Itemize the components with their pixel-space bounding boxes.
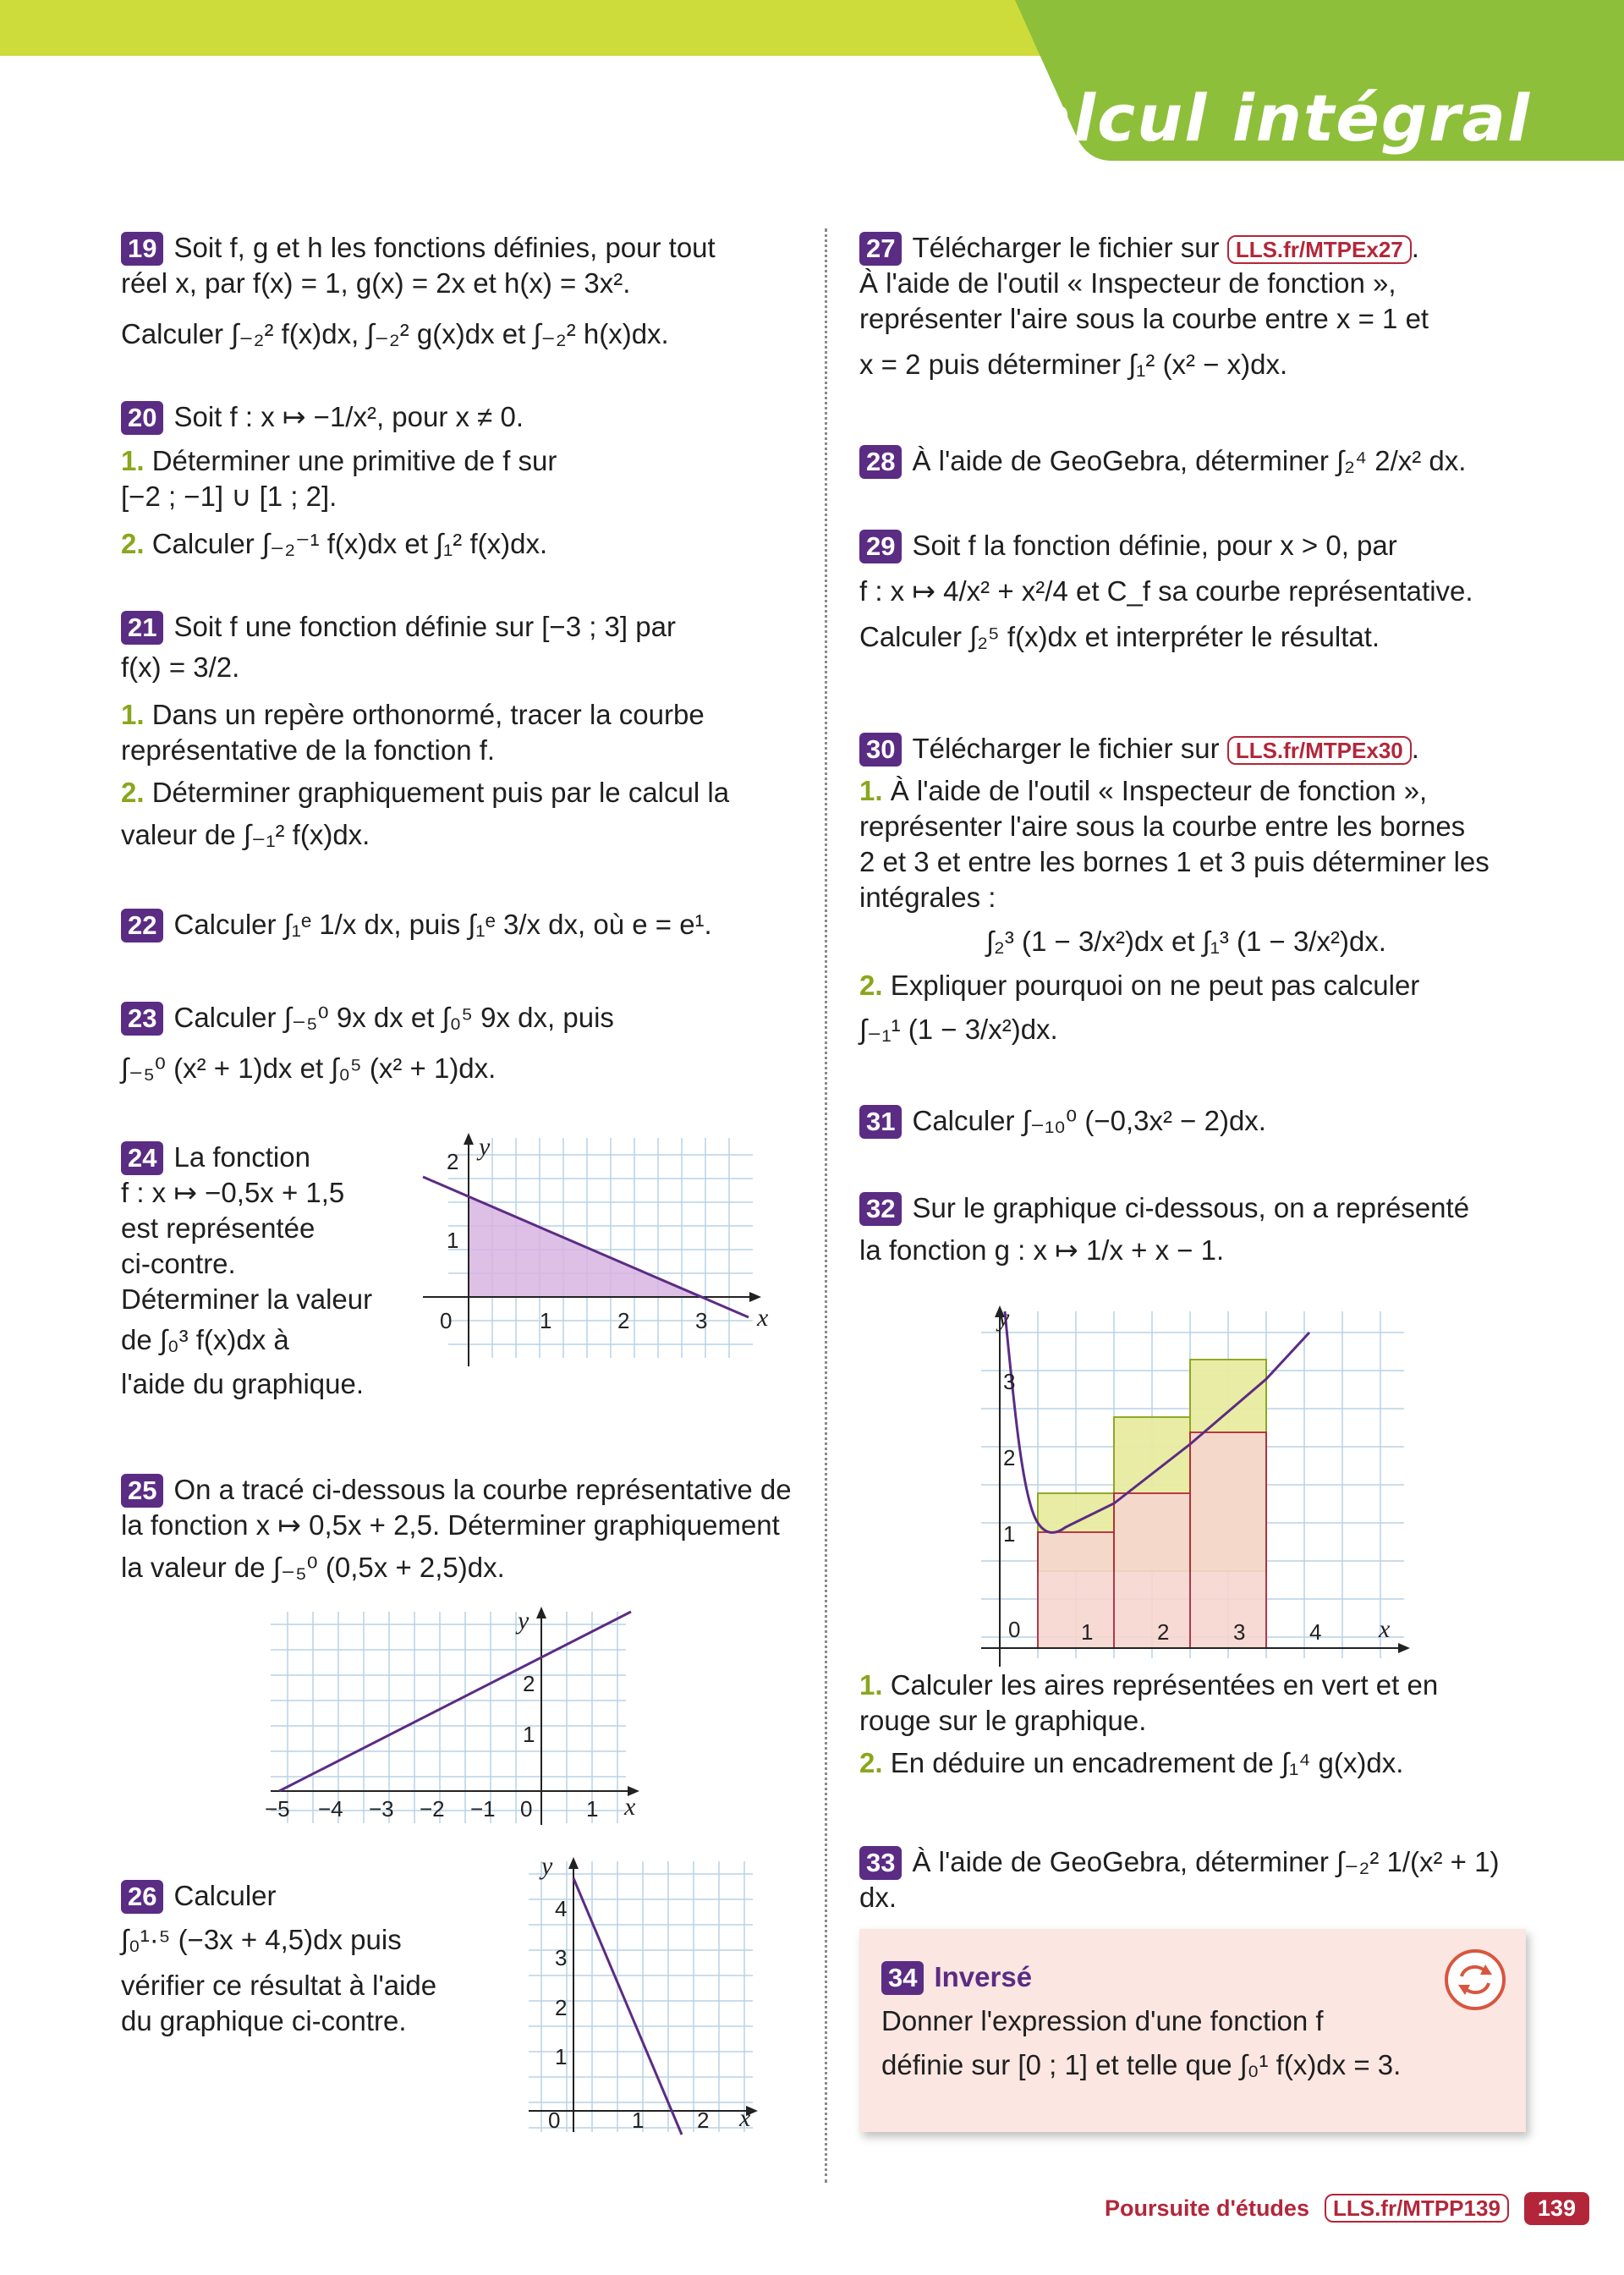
exercise-text: Soit f, g et h les fonctions définies, pour tout xyxy=(173,232,716,263)
exercise-text: définie sur [0 ; 1] et telle que ∫₀¹ f(x)dx = 3. xyxy=(881,2049,1402,2080)
x-tick-0: 0 xyxy=(520,1796,533,1822)
graph-exercise-24 xyxy=(414,1129,787,1379)
exercise-text: À l'aide de l'outil « Inspecteur de fonction », xyxy=(859,267,1396,299)
exercise-text: La fonction xyxy=(173,1141,310,1173)
exercise-text: représentative de la fonction f. xyxy=(121,734,496,766)
exercise-number: 29 xyxy=(859,530,902,563)
exercise-tag: Inversé xyxy=(934,1961,1033,1992)
exercise-text: la valeur de ∫₋₅⁰ (0,5x + 2,5)dx. xyxy=(121,1552,505,1583)
exercise-text: ∫₂³ (1 − 3/x²)dx et ∫₁³ (1 − 3/x²)dx. xyxy=(986,926,1386,957)
exercise-text: Dans un repère orthonormé, tracer la courbe xyxy=(151,699,705,730)
exercise-number: 21 xyxy=(121,611,163,645)
exercise-text: À l'aide de l'outil « Inspecteur de fonction », xyxy=(890,775,1428,806)
red-rect-3 xyxy=(1190,1432,1266,1648)
exercise-text: intégrales : xyxy=(859,882,996,913)
exercise-text: Déterminer une primitive de f sur xyxy=(151,445,557,476)
exercise-text: On a tracé ci-dessous la courbe représentative de xyxy=(173,1474,792,1505)
exercise-text: Calculer ∫₁ᵉ 1/x dx, puis ∫₁ᵉ 3/x dx, où e = e¹. xyxy=(173,909,712,940)
exercise-text: Déterminer graphiquement puis par le calcul la xyxy=(151,777,730,808)
exercise-text: Calculer ∫₋₅⁰ 9x dx et ∫₀⁵ 9x dx, puis xyxy=(173,1002,614,1033)
exercise-number: 23 xyxy=(121,1002,163,1036)
x-tick-1: 1 xyxy=(632,2107,645,2133)
exercise-number: 27 xyxy=(859,232,902,266)
exercise-text: Déterminer la valeur xyxy=(121,1283,373,1315)
function-line xyxy=(573,1878,682,2135)
x-tick-0: 0 xyxy=(548,2107,561,2133)
exercise-number: 24 xyxy=(121,1141,163,1175)
exercise-text: ci-contre. xyxy=(121,1248,236,1279)
exercise-text: rouge sur le graphique. xyxy=(859,1705,1147,1736)
exercise-26 xyxy=(121,1878,476,2039)
y-label: y xyxy=(998,1304,1010,1332)
exercise-text: l'aide du graphique. xyxy=(121,1368,365,1399)
exercise-number: 20 xyxy=(121,401,163,435)
exercise-text: la fonction g : x ↦ 1/x + x − 1. xyxy=(859,1234,1225,1266)
page-number: 139 xyxy=(1524,2192,1589,2225)
x-tick-2: 2 xyxy=(1157,1619,1170,1645)
exercise-text: Soit f la fonction définie, pour x > 0, par xyxy=(912,530,1397,561)
exercise-text: est représentée xyxy=(121,1212,315,1244)
column-divider xyxy=(825,228,827,2183)
y-tick-2: 2 xyxy=(523,1671,535,1696)
x-tick-neg4: −4 xyxy=(318,1796,343,1822)
exercise-34-box xyxy=(859,1929,1526,2132)
exercise-text: de ∫₀³ f(x)dx à xyxy=(121,1324,289,1355)
exercise-text: f : x ↦ 4/x² + x²/4 et C_f sa courbe représentative. xyxy=(859,575,1473,607)
exercise-25 xyxy=(121,1472,792,1585)
x-tick-4: 4 xyxy=(1309,1619,1322,1645)
y-label: y xyxy=(479,1133,491,1161)
y-tick-2: 2 xyxy=(555,1995,568,2020)
exercise-text: Calculer ∫₂⁵ f(x)dx et interpréter le résultat. xyxy=(859,621,1380,652)
exercise-31 xyxy=(859,1103,1266,1139)
function-line xyxy=(279,1612,631,1791)
exercise-text: Calculer ∫₋₂⁻¹ f(x)dx et ∫₁² f(x)dx. xyxy=(151,528,548,559)
exercise-number: 19 xyxy=(121,232,163,266)
y-tick-1: 1 xyxy=(1003,1521,1016,1547)
exercise-27: 27 Télécharger le fichier sur LLS.fr/MTPEx27 . À l'aide de l'outil « Inspecteur de fonction », représenter l'aire sous la courbe entre x = 1 et x = 2 puis déterminer ∫₁² (x² − x)dx. xyxy=(859,230,1429,382)
y-label: y xyxy=(518,1607,529,1635)
red-rect-2 xyxy=(1114,1493,1190,1648)
exercise-number: 30 xyxy=(859,733,902,767)
exercise-text: vérifier ce résultat à l'aide xyxy=(121,1970,437,2001)
exercise-text: f : x ↦ −0,5x + 1,5 xyxy=(121,1177,345,1208)
exercise-text: valeur de ∫₋₁² f(x)dx. xyxy=(121,819,370,850)
exercise-text: [−2 ; −1] ∪ [1 ; 2]. xyxy=(121,481,337,512)
exercise-text: Calculer ∫₋₁₀⁰ (−0,3x² − 2)dx. xyxy=(912,1105,1266,1136)
step-number: 2. xyxy=(859,1747,883,1778)
exercise-text: Donner l'expression d'une fonction f xyxy=(881,2005,1324,2036)
y-tick-1: 1 xyxy=(523,1722,535,1747)
x-label: x xyxy=(624,1793,636,1821)
exercise-text: En déduire un encadrement de ∫₁⁴ g(x)dx. xyxy=(890,1747,1404,1778)
y-tick-2: 2 xyxy=(1003,1445,1016,1470)
exercise-28 xyxy=(859,443,1466,479)
step-number: 2. xyxy=(121,777,145,808)
exercise-number: 31 xyxy=(859,1105,902,1139)
exercise-30: 30 Télécharger le fichier sur LLS.fr/MTPEx30 . 1. À l'aide de l'outil « Inspecteur de fonction », représenter l'aire sous la courbe entre les bornes 2 et 3 et entre les bornes 1 et 3 puis déterminer les intégrales : ∫₂³ (1 − 3/x²)dx et ∫₁³ (1 − 3/x²)dx. 2. Expliquer pourquoi on ne peut pas calculer ∫₋₁¹ (1 − 3/x²)dx. xyxy=(859,731,1490,1047)
exercise-text: f(x) = 3/2. xyxy=(121,651,240,683)
resource-link[interactable]: LLS.fr/MTPEx27 xyxy=(1227,235,1412,264)
refresh-icon xyxy=(1443,1948,1507,2012)
resource-link[interactable]: LLS.fr/MTPEx30 xyxy=(1227,736,1412,765)
exercise-text: du graphique ci-contre. xyxy=(121,2005,407,2036)
chapter-title: Calcul intégral xyxy=(979,80,1531,156)
exercise-19 xyxy=(121,230,716,352)
exercise-29 xyxy=(859,528,1473,655)
exercise-text: représenter l'aire sous la courbe entre les bornes xyxy=(859,811,1466,842)
exercise-text: représenter l'aire sous la courbe entre x = 1 et xyxy=(859,303,1429,334)
exercise-21 xyxy=(121,609,729,853)
graph-exercise-26 xyxy=(516,1849,770,2136)
exercise-23 xyxy=(121,1000,614,1086)
x-tick-1: 1 xyxy=(540,1308,552,1333)
graph-exercise-32 xyxy=(964,1299,1421,1671)
y-tick-2: 2 xyxy=(447,1149,459,1174)
exercise-text: 2 et 3 et entre les bornes 1 et 3 puis déterminer les xyxy=(859,846,1490,877)
step-number: 1. xyxy=(859,1669,883,1701)
y-tick-3: 3 xyxy=(555,1945,568,1970)
x-tick-neg3: −3 xyxy=(369,1796,394,1822)
exercise-text: Calculer ∫₋₂² f(x)dx, ∫₋₂² g(x)dx et ∫₋₂² h(x)dx. xyxy=(121,318,669,349)
exercise-text: réel x, par f(x) = 1, g(x) = 2x et h(x) = 3x². xyxy=(121,267,631,299)
x-tick-3: 3 xyxy=(695,1308,708,1333)
exercise-text: Soit f : x ↦ −1/x², pour x ≠ 0. xyxy=(173,401,524,432)
y-tick-1: 1 xyxy=(555,2044,568,2069)
exercise-text: À l'aide de GeoGebra, déterminer ∫₋₂² 1/(x² + 1) dx. xyxy=(859,1846,1500,1913)
x-tick-0: 0 xyxy=(440,1308,453,1333)
y-tick-4: 4 xyxy=(555,1896,568,1921)
exercise-text: ∫₋₁¹ (1 − 3/x²)dx. xyxy=(859,1014,1058,1045)
footer-label: Poursuite d'études xyxy=(1105,2195,1309,2221)
footer xyxy=(1105,2191,1589,2225)
x-tick-2: 2 xyxy=(617,1308,630,1333)
exercise-24 xyxy=(121,1140,400,1402)
red-rect-1 xyxy=(1038,1532,1114,1648)
exercise-number: 33 xyxy=(859,1846,902,1880)
footer-link[interactable]: LLS.fr/MTPP139 xyxy=(1325,2194,1509,2223)
exercise-text: À l'aide de GeoGebra, déterminer ∫₂⁴ 2/x² dx. xyxy=(912,445,1467,476)
exercise-text: ∫₀¹·⁵ (−3x + 4,5)dx puis xyxy=(121,1924,402,1955)
exercise-number: 34 xyxy=(881,1961,924,1995)
step-number: 1. xyxy=(121,699,145,730)
step-number: 2. xyxy=(859,970,883,1001)
x-tick-neg2: −2 xyxy=(420,1796,445,1822)
y-label: y xyxy=(541,1852,553,1880)
exercise-text: Sur le graphique ci-dessous, on a représenté xyxy=(912,1192,1470,1223)
exercise-text: Calculer xyxy=(173,1880,277,1911)
x-tick-neg1: −1 xyxy=(470,1796,496,1822)
exercise-text: Télécharger le fichier sur xyxy=(912,232,1220,263)
y-tick-1: 1 xyxy=(447,1228,459,1253)
x-label: x xyxy=(739,2104,751,2132)
exercise-number: 26 xyxy=(121,1880,163,1914)
exercise-text: Télécharger le fichier sur xyxy=(912,733,1220,764)
exercise-text: Expliquer pourquoi on ne peut pas calculer xyxy=(890,970,1420,1001)
step-number: 2. xyxy=(121,528,145,559)
exercise-text: la fonction x ↦ 0,5x + 2,5. Déterminer graphiquement xyxy=(121,1509,780,1541)
exercise-text: ∫₋₅⁰ (x² + 1)dx et ∫₀⁵ (x² + 1)dx. xyxy=(121,1052,497,1084)
exercise-number: 32 xyxy=(859,1192,902,1226)
x-tick-1: 1 xyxy=(1081,1619,1094,1645)
step-number: 1. xyxy=(121,445,145,476)
exercise-text: Soit f une fonction définie sur [−3 ; 3] par xyxy=(173,611,676,642)
x-tick-neg5: −5 xyxy=(265,1796,290,1822)
x-tick-2: 2 xyxy=(697,2107,710,2133)
exercise-number: 28 xyxy=(859,445,902,479)
x-label: x xyxy=(757,1304,769,1332)
step-number: 1. xyxy=(859,775,883,806)
exercise-text: Calculer les aires représentées en vert et en xyxy=(890,1669,1439,1701)
exercise-33 xyxy=(859,1844,1536,1915)
exercise-number: 22 xyxy=(121,909,163,942)
exercise-number: 25 xyxy=(121,1474,163,1508)
x-tick-3: 3 xyxy=(1233,1619,1246,1645)
exercise-20 xyxy=(121,399,557,562)
x-tick-1: 1 xyxy=(586,1796,599,1822)
exercise-22 xyxy=(121,907,712,942)
x-label: x xyxy=(1379,1615,1391,1643)
graph-exercise-25 xyxy=(262,1603,651,1827)
x-tick-0: 0 xyxy=(1008,1617,1021,1642)
y-tick-3: 3 xyxy=(1003,1369,1016,1394)
exercise-text: x = 2 puis déterminer ∫₁² (x² − x)dx. xyxy=(859,349,1288,380)
